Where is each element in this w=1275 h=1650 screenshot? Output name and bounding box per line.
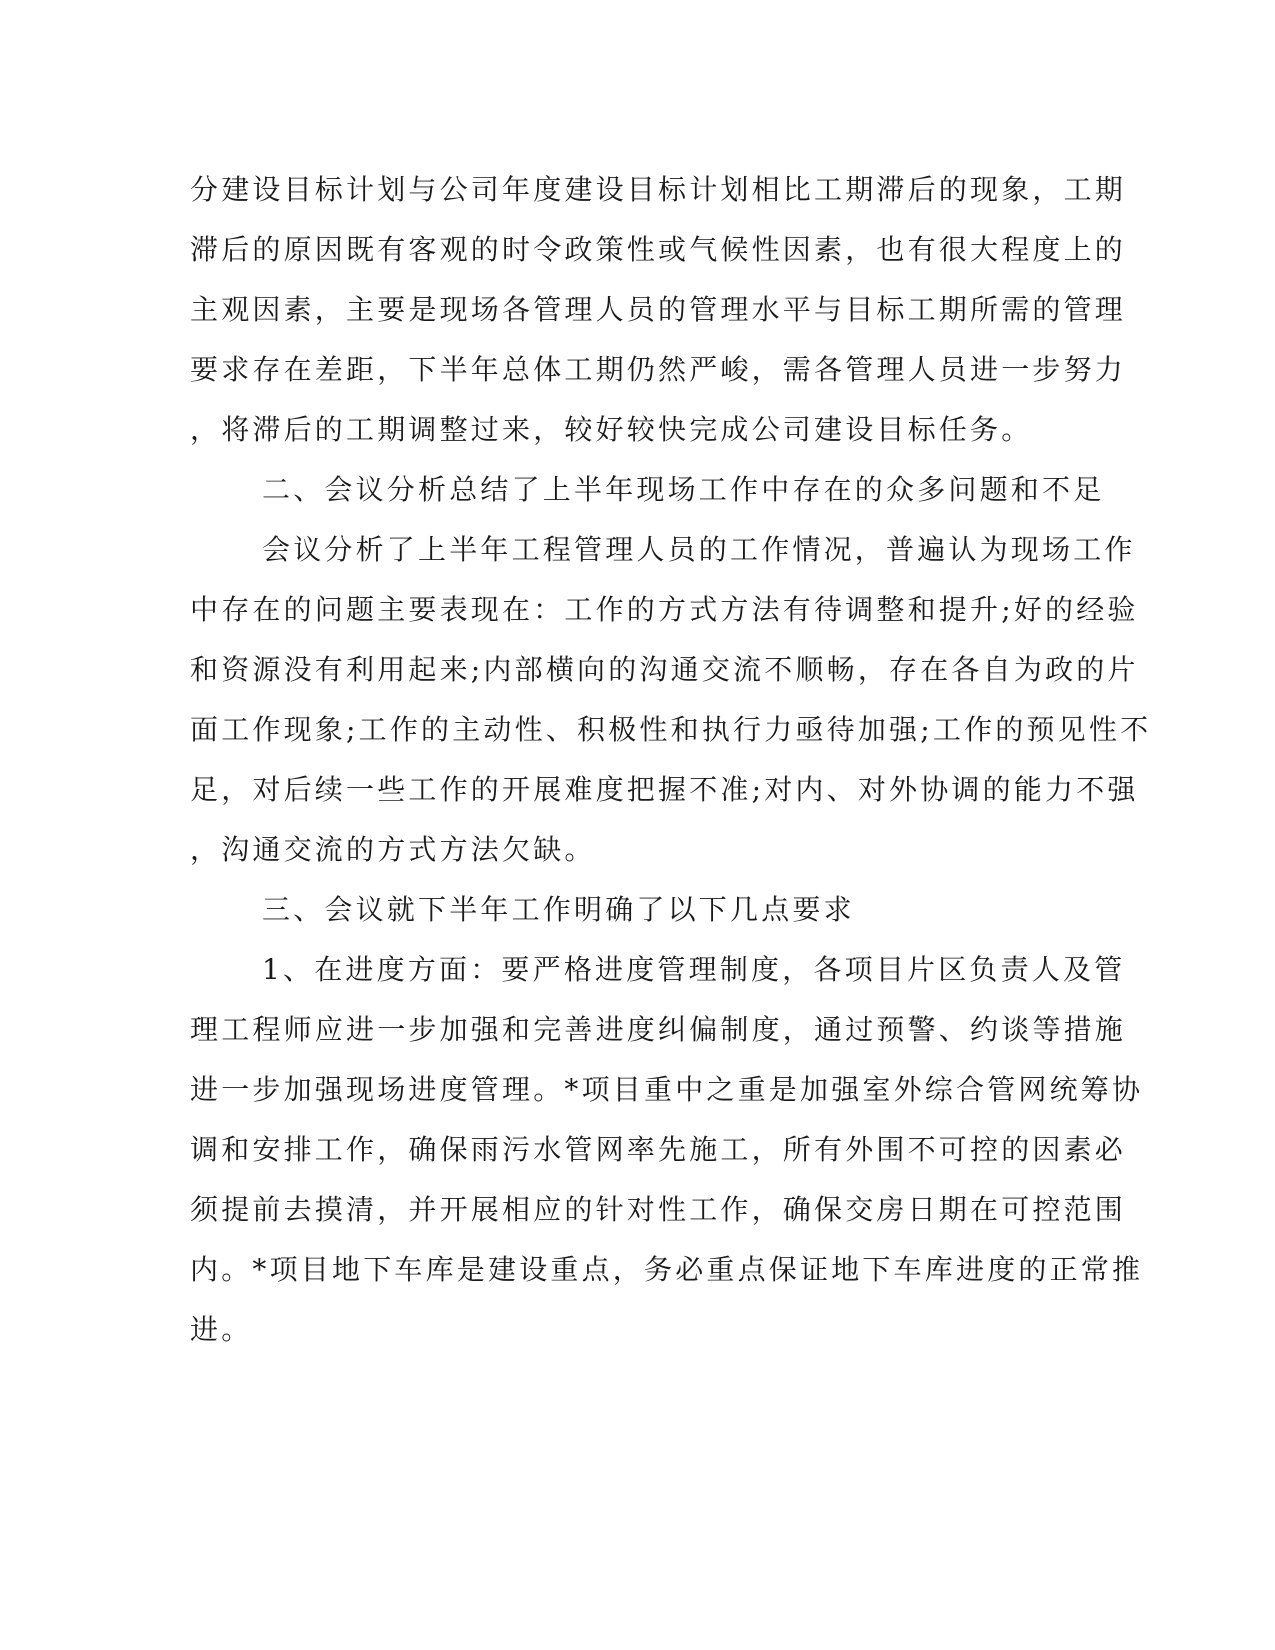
text-line: 1、在进度方面：要严格进度管理制度，各项目片区负责人及管 <box>262 953 1126 986</box>
text-line: 主观因素，主要是现场各管理人员的管理水平与目标工期所需的管理 <box>190 293 1127 326</box>
text-line: 分建设目标计划与公司年度建设目标计划相比工期滞后的现象，工期 <box>190 173 1127 206</box>
text-line: 足，对后续一些工作的开展难度把握不准;对内、对外协调的能力不强 <box>190 773 1139 806</box>
text-line: ，将滞后的工期调整过来，较好较快完成公司建设目标任务。 <box>190 413 1033 446</box>
section-heading: 二、会议分析总结了上半年现场工作中存在的众多问题和不足 <box>262 473 1105 506</box>
text-line: 进一步加强现场进度管理。*项目重中之重是加强室外综合管网统筹协 <box>190 1073 1144 1106</box>
text-line: 要求存在差距，下半年总体工期仍然严峻，需各管理人员进一步努力 <box>190 353 1127 386</box>
text-line: 理工程师应进一步加强和完善进度纠偏制度，通过预警、约谈等措施 <box>190 1013 1127 1046</box>
paragraph-progress-summary <box>190 160 1127 460</box>
paragraph-progress-requirements <box>190 940 1144 1360</box>
text-line: 会议分析了上半年工程管理人员的工作情况，普遍认为现场工作 <box>262 533 1136 566</box>
text-line: 进。 <box>190 1313 253 1346</box>
text-line: 须提前去摸清，并开展相应的针对性工作，确保交房日期在可控范围 <box>190 1193 1127 1226</box>
text-line: 内。*项目地下车库是建设重点，务必重点保证地下车库进度的正常推 <box>190 1253 1144 1286</box>
text-line: 面工作现象;工作的主动性、积极性和执行力亟待加强;工作的预见性不 <box>190 713 1152 746</box>
text-line: 滞后的原因既有客观的时令政策性或气候性因素，也有很大程度上的 <box>190 233 1127 266</box>
paragraph-problems <box>190 520 1152 880</box>
text-line: 调和安排工作，确保雨污水管网率先施工，所有外围不可控的因素必 <box>190 1133 1127 1166</box>
document-body <box>190 160 1152 1360</box>
text-line: 和资源没有利用起来;内部横向的沟通交流不顺畅，存在各自为政的片 <box>190 653 1139 686</box>
text-line: 中存在的问题主要表现在：工作的方式方法有待调整和提升;好的经验 <box>190 593 1139 626</box>
text-line: ，沟通交流的方式方法欠缺。 <box>190 833 596 866</box>
section-heading: 三、会议就下半年工作明确了以下几点要求 <box>262 893 855 926</box>
heading-section-three <box>190 880 1080 940</box>
heading-section-two <box>190 460 1105 520</box>
